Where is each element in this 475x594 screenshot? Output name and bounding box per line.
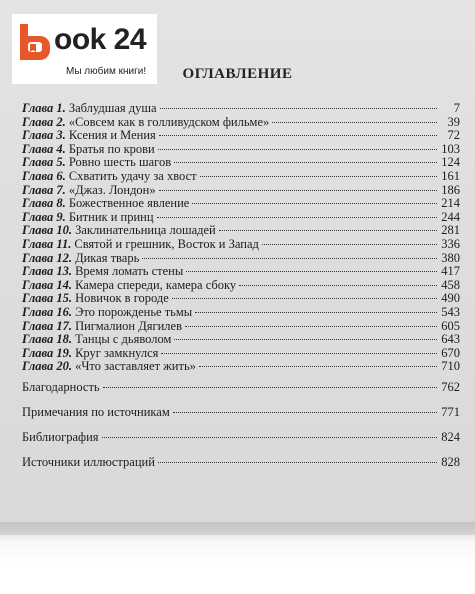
toc-chapter-row bbox=[22, 292, 460, 306]
toc-chapter-row bbox=[22, 143, 460, 157]
chapter-title: Пигмалион Дягилев bbox=[75, 318, 182, 333]
chapter-label: Глава 3. bbox=[22, 128, 66, 143]
chapter-title: Заблудшая душа bbox=[68, 101, 157, 115]
toc-chapter-row bbox=[22, 116, 460, 130]
dot-leader bbox=[186, 270, 437, 272]
page-title: ОГЛАВЛЕНИЕ bbox=[182, 66, 293, 82]
chapter-label: Глава 15. bbox=[22, 291, 73, 306]
toc-chapter-row bbox=[22, 265, 460, 279]
logo-wordmark: ook 24 bbox=[54, 23, 147, 56]
toc-chapter-row bbox=[22, 306, 460, 320]
book-b-logo-icon bbox=[18, 22, 52, 62]
toc-chapter-row bbox=[22, 252, 460, 266]
dot-leader bbox=[172, 297, 437, 299]
dot-leader bbox=[159, 189, 437, 191]
dot-leader bbox=[173, 411, 437, 413]
chapter-page: 244 bbox=[441, 209, 460, 224]
chapter-title: Это порожденье тьмы bbox=[75, 304, 193, 319]
chapter-title: Новичок в городе bbox=[75, 291, 169, 306]
toc-chapter-row bbox=[22, 320, 460, 334]
chapter-title: Братья по крови bbox=[68, 141, 155, 156]
dot-leader bbox=[262, 243, 437, 245]
chapter-title: Круг замкнулся bbox=[75, 345, 159, 360]
chapter-title: Ксения и Мения bbox=[68, 128, 156, 143]
chapter-label: Глава 14. bbox=[22, 277, 73, 292]
chapter-page: 380 bbox=[441, 250, 460, 265]
toc-chapter-row bbox=[22, 184, 460, 198]
chapter-label: Глава 11. bbox=[22, 236, 72, 251]
page-edge-shadow bbox=[0, 522, 475, 562]
dot-leader bbox=[158, 461, 437, 463]
backmatter-title: Библиография bbox=[22, 430, 99, 444]
chapter-label: Глава 5. bbox=[22, 155, 66, 170]
chapter-page: 543 bbox=[441, 304, 460, 319]
dot-leader bbox=[160, 107, 437, 109]
chapter-label: Глава 13. bbox=[22, 264, 73, 279]
backmatter-title: Примечания по источникам bbox=[22, 405, 170, 419]
chapter-page: 458 bbox=[441, 277, 460, 292]
dot-leader bbox=[102, 436, 437, 438]
backmatter-page: 828 bbox=[441, 455, 460, 469]
dot-leader bbox=[200, 175, 437, 177]
toc-backmatter-row bbox=[22, 430, 460, 444]
toc-chapter-row bbox=[22, 156, 460, 170]
chapter-label: Глава 12. bbox=[22, 250, 73, 265]
chapter-label: Глава 19. bbox=[22, 345, 73, 360]
toc-chapter-row bbox=[22, 197, 460, 211]
dot-leader bbox=[219, 229, 437, 231]
chapter-label: Глава 9. bbox=[22, 209, 66, 224]
dot-leader bbox=[272, 121, 437, 123]
dot-leader bbox=[103, 386, 437, 388]
chapter-page: 670 bbox=[441, 345, 460, 360]
chapter-label: Глава 7. bbox=[22, 182, 66, 197]
dot-leader bbox=[157, 216, 437, 218]
chapter-title: «Что заставляет жить» bbox=[75, 359, 196, 374]
chapter-page: 72 bbox=[447, 128, 460, 143]
dot-leader bbox=[174, 338, 437, 340]
chapter-page: 124 bbox=[441, 155, 460, 170]
chapter-title: Святой и грешник, Восток и Запад bbox=[74, 236, 259, 251]
chapter-page: 710 bbox=[441, 359, 460, 374]
chapter-page: 417 bbox=[441, 264, 460, 279]
chapter-title: Танцы с дьяволом bbox=[75, 332, 172, 347]
chapter-page: 186 bbox=[441, 182, 460, 197]
chapter-title: «Совсем как в голливудском фильме» bbox=[68, 114, 270, 129]
chapter-page: 281 bbox=[441, 223, 460, 238]
backmatter-page: 762 bbox=[441, 380, 460, 394]
dot-leader bbox=[199, 365, 437, 367]
toc-chapter-row bbox=[22, 279, 460, 293]
table-of-contents bbox=[22, 102, 460, 374]
chapter-page: 490 bbox=[441, 291, 460, 306]
dot-leader bbox=[159, 134, 437, 136]
chapter-title: Схватить удачу за хвост bbox=[68, 168, 197, 183]
chapter-title: Ровно шесть шагов bbox=[68, 155, 172, 170]
backmatter-page: 771 bbox=[441, 405, 460, 419]
dot-leader bbox=[239, 284, 437, 286]
toc-chapter-row bbox=[22, 170, 460, 184]
chapter-title: Битник и принц bbox=[68, 209, 154, 224]
toc-chapter-row bbox=[22, 238, 460, 252]
dot-leader bbox=[195, 311, 437, 313]
backmatter-title: Источники иллюстраций bbox=[22, 455, 155, 469]
dot-leader bbox=[192, 202, 437, 204]
chapter-title: Камера спереди, камера сбоку bbox=[75, 277, 237, 292]
chapter-label: Глава 20. bbox=[22, 359, 73, 374]
dot-leader bbox=[174, 161, 437, 163]
logo-tagline: Мы любим книги! bbox=[66, 66, 147, 77]
chapter-title: Заклинательница лошадей bbox=[75, 223, 216, 238]
chapter-title: Божественное явление bbox=[68, 196, 190, 211]
chapter-page: 605 bbox=[441, 318, 460, 333]
toc-chapter-row bbox=[22, 102, 460, 116]
dot-leader bbox=[142, 257, 437, 259]
chapter-label: Глава 6. bbox=[22, 168, 66, 183]
toc-backmatter-row bbox=[22, 380, 460, 394]
toc-chapter-row bbox=[22, 347, 460, 361]
chapter-page: 7 bbox=[453, 101, 460, 115]
chapter-label: Глава 16. bbox=[22, 304, 73, 319]
chapter-page: 336 bbox=[441, 236, 460, 251]
chapter-title: «Джаз. Лондон» bbox=[68, 182, 156, 197]
dot-leader bbox=[161, 352, 437, 354]
chapter-label: Глава 4. bbox=[22, 141, 66, 156]
toc-chapter-row bbox=[22, 129, 460, 143]
chapter-page: 103 bbox=[441, 141, 460, 156]
chapter-label: Глава 8. bbox=[22, 196, 66, 211]
chapter-title: Дикая тварь bbox=[75, 250, 140, 265]
chapter-label: Глава 10. bbox=[22, 223, 73, 238]
chapter-page: 161 bbox=[441, 168, 460, 183]
toc-chapter-row bbox=[22, 360, 460, 374]
chapter-label: Глава 17. bbox=[22, 318, 73, 333]
toc-backmatter-row bbox=[22, 455, 460, 469]
toc-backmatter-row bbox=[22, 405, 460, 419]
backmatter-title: Благодарность bbox=[22, 380, 100, 394]
chapter-page: 643 bbox=[441, 332, 460, 347]
chapter-page: 39 bbox=[447, 114, 460, 129]
toc-chapter-row bbox=[22, 224, 460, 238]
dot-leader bbox=[185, 325, 437, 327]
chapter-title: Время ломать стены bbox=[75, 264, 184, 279]
chapter-label: Глава 1. bbox=[22, 101, 66, 115]
toc-chapter-row bbox=[22, 211, 460, 225]
backmatter-page: 824 bbox=[441, 430, 460, 444]
dot-leader bbox=[158, 148, 437, 150]
chapter-label: Глава 2. bbox=[22, 114, 66, 129]
chapter-label: Глава 18. bbox=[22, 332, 73, 347]
chapter-page: 214 bbox=[441, 196, 460, 211]
toc-chapter-row bbox=[22, 333, 460, 347]
